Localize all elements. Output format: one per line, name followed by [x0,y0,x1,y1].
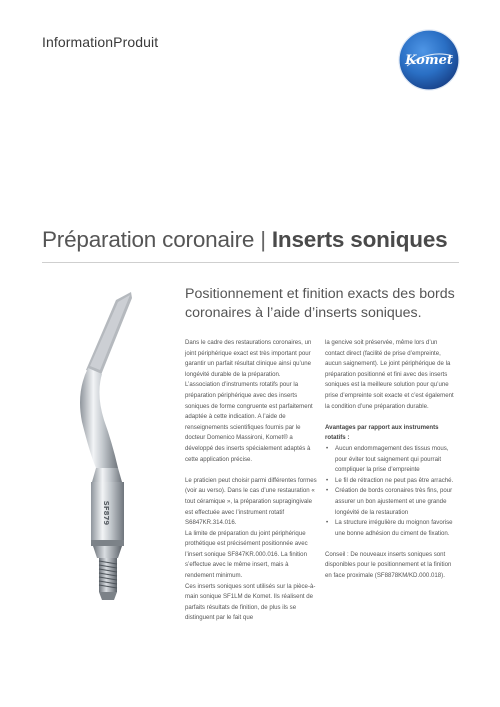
right-intro: la gencive soit préservée, même lors d’un contact direct (facilité de prise d’empreinte, aucun saignement). Le joint périphérique de la préparation positionné et fini avec des inserts soniques est la meilleure solution pour qu’une prise d’empreinte soit exacte et c’est également la condition d’une préparation durable. [325,339,454,410]
product-engraving: SF879 [102,500,110,526]
sonic-insert-image [58,282,178,612]
body-column-right [325,338,457,592]
left-paragraph-2: Le praticien peut choisir parmi différentes formes (voir au verso). Dans le cas d’une restauration « tout céramique », la préparation supragingivale est effectuée avec l’instrument rotatif S6847KR.314.016. [185,476,317,527]
logo-wordmark: Komet [405,53,453,68]
advantages-list [325,444,457,539]
document-type-label: InformationProduit [42,34,159,50]
subheading: Positionnement et finition exacts des bords coronaires à l’aide d’inserts soniques. [185,286,455,321]
page-title [42,227,447,253]
left-paragraph-3: La limite de préparation du joint périphérique prothétique est précisément positionnée avec l’insert sonique SF847KR.000.016. La finition s’effectue avec le même insert, mais à rendement minimum. [185,529,308,580]
advantage-item: • La structure irrégulière du moignon favorise une bonne adhésion du ciment de fixation. [325,518,457,539]
left-paragraph-4: Ces inserts soniques sont utilisés sur la pièce-à-main sonique SF1LM de Komet. Ils réalisent de parfaits résultats de finition, de plus ils se distinguent par le fait que [185,582,316,622]
body-column-left [185,338,317,635]
advantages-title: Avantages par rapport aux instruments rotatifs : [325,423,439,442]
advantage-item: • Aucun endommagement des tissus mous, pour éviter tout saignement qui pourrait compliquer la prise d’empreinte [325,444,457,476]
title-separator: | [260,227,266,252]
title-bold: Inserts soniques [271,227,448,252]
title-light: Préparation coronaire [42,227,255,252]
advice-paragraph: Conseil : De nouveaux inserts soniques sont disponibles pour le positionnement et la finition en face proximale (SF8878KM/KD.000.018). [325,550,452,580]
advantage-item: • Création de bords coronaires très fins, pour assurer un bon ajustement et une grande longévité de la restauration [325,486,457,518]
advantage-item: • Le fil de rétraction ne peut pas être arraché. [325,476,457,487]
komet-logo [398,29,460,91]
left-paragraph-1: Dans le cadre des restaurations coronaires, un joint périphérique exact est très important pour garantir un parfait résultat clinique ainsi qu’une longévité durable de la préparation. L’association d’instruments rotatifs pour la préparation périphérique avec des inserts soniques de forme congruente est parfaitement adaptée à cette indication. A l’aide de renseignements scientifiques fournis par le docteur Domenico Massironi, Komet® a développé des inserts spécialement adaptés à cette application précise. [185,339,313,463]
title-divider [42,262,459,263]
